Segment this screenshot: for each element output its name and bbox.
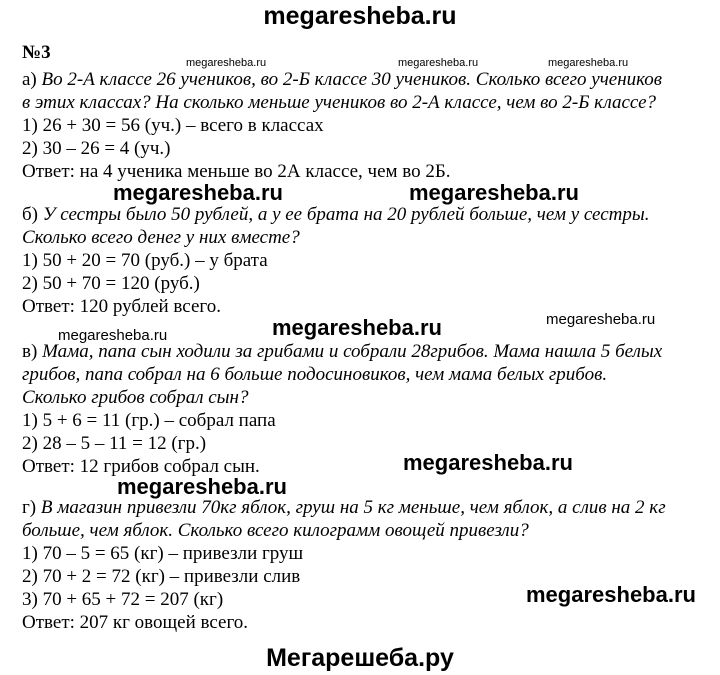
task-a-step-1: 1) 26 + 30 = 56 (уч.) – всего в классах — [22, 115, 324, 136]
watermark: megaresheba.ru — [403, 450, 573, 475]
problem-number: №3 — [22, 42, 51, 63]
task-g-line-1: г) В магазин привезли 70кг яблок, груш на 5 кг меньше, чем яблок, а слив на 2 кг — [22, 497, 666, 518]
task-v-line-3: Сколько грибов собрал сын? — [22, 387, 249, 408]
watermark: megaresheba.ru — [548, 57, 629, 69]
watermark: megaresheba.ru — [526, 582, 696, 607]
task-b-line-1: б) У сестры было 50 рублей, а у ее брата на 20 рублей больше, чем у сестры. — [22, 204, 650, 225]
task-g-step-2: 2) 70 + 2 = 72 (кг) – привезли слив — [22, 566, 301, 587]
task-a-answer: Ответ: на 4 ученика меньше во 2А классе, чем во 2Б. — [22, 161, 451, 182]
watermark: megaresheba.ru — [58, 327, 168, 344]
watermark: megaresheba.ru — [186, 57, 267, 69]
task-b-answer: Ответ: 120 рублей всего. — [22, 296, 221, 317]
watermark: megaresheba.ru — [113, 180, 283, 205]
task-g-step-1: 1) 70 – 5 = 65 (кг) – привезли груш — [22, 543, 304, 564]
site-footer: Мегарешеба.ру — [266, 644, 454, 672]
task-v-line-2: грибов, папа собрал на 6 больше подосиновиков, чем мама белых грибов. — [22, 364, 608, 385]
site-header: megaresheba.ru — [263, 2, 457, 30]
task-b-step-2: 2) 50 + 70 = 120 (руб.) — [22, 273, 200, 294]
task-b-step-1: 1) 50 + 20 = 70 (руб.) – у брата — [22, 250, 268, 271]
task-v-step-2: 2) 28 – 5 – 11 = 12 (гр.) — [22, 433, 207, 454]
task-a-step-2: 2) 30 – 26 = 4 (уч.) — [22, 138, 171, 159]
watermark: megaresheba.ru — [117, 474, 287, 499]
watermark: megaresheba.ru — [398, 57, 479, 69]
task-a-line-2: в этих классах? На сколько меньше учеников во 2-А классе, чем во 2-Б классе? — [22, 92, 657, 113]
task-g-answer: Ответ: 207 кг овощей всего. — [22, 612, 249, 633]
task-g-line-2: больше, чем яблок. Сколько всего килограмм овощей привезли? — [22, 520, 529, 541]
task-b-line-2: Сколько всего денег у них вместе? — [22, 227, 300, 248]
watermark: megaresheba.ru — [272, 315, 442, 340]
watermark: megaresheba.ru — [409, 180, 579, 205]
task-v-answer: Ответ: 12 грибов собрал сын. — [22, 456, 260, 477]
task-v-line-1: в) Мама, папа сын ходили за грибами и собрали 28грибов. Мама нашла 5 белых — [22, 341, 663, 362]
task-a-line-1: а) Во 2-А классе 26 учеников, во 2-Б классе 30 учеников. Сколько всего учеников — [22, 69, 663, 90]
task-g-step-3: 3) 70 + 65 + 72 = 207 (кг) — [22, 589, 224, 610]
watermark: megaresheba.ru — [546, 311, 656, 328]
task-v-step-1: 1) 5 + 6 = 11 (гр.) – собрал папа — [22, 410, 276, 431]
